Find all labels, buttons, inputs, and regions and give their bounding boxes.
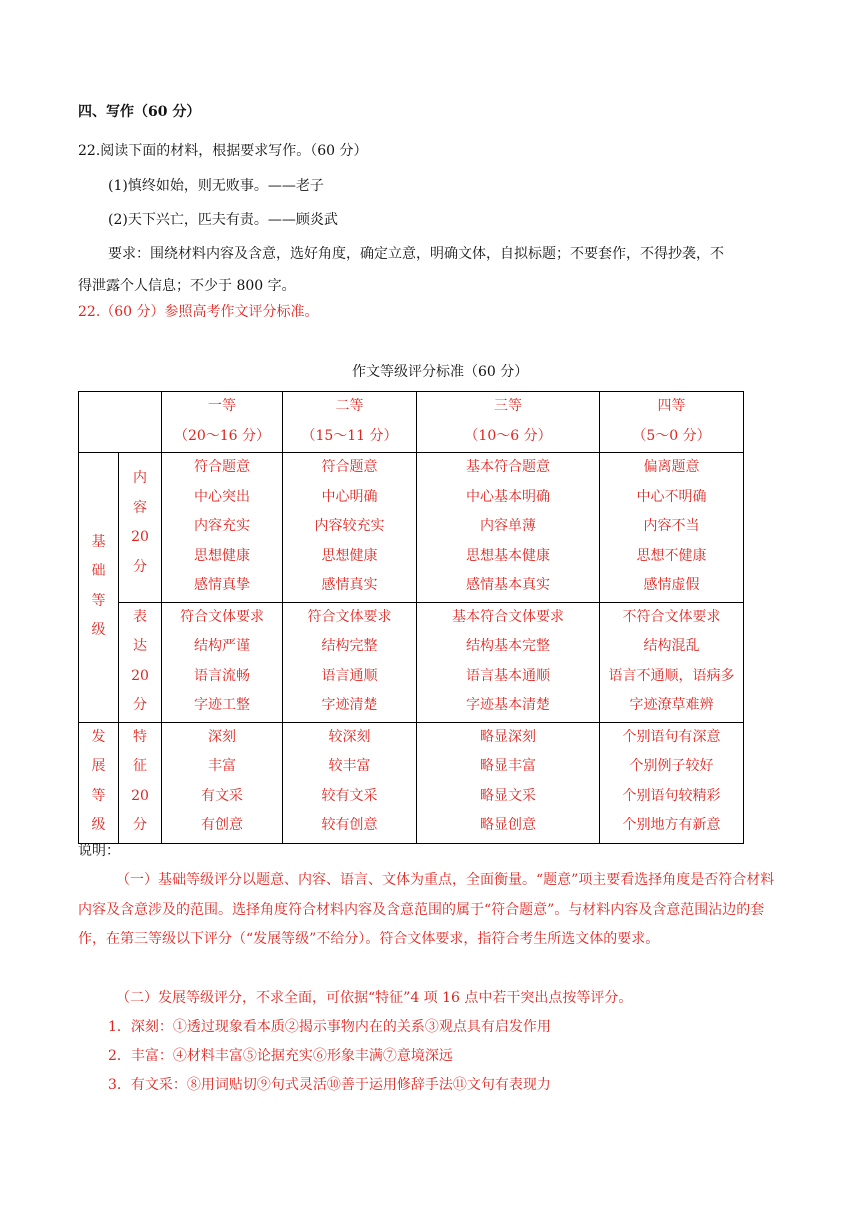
requirement-line-2: 得泄露个人信息；不少于 800 字。 — [78, 278, 296, 294]
expression-grade-4: 不符合文体要求 结构混乱 语言不通顺，语病多 字迹潦草难辨 — [600, 602, 744, 722]
feature-item-3: 3．有文采：⑧用词贴切⑨句式灵活⑩善于运用修辞手法⑪文句有表现力 — [108, 1077, 551, 1093]
explanation-paragraph-2: （二）发展等级评分，不求全面，可依据“特征”4 项 16 点中若干突出点按等评分。 — [116, 990, 633, 1006]
quote-2: (2)天下兴亡，匹夫有责。——顾炎武 — [108, 212, 338, 228]
content-row — [79, 453, 744, 603]
content-grade-1: 符合题意 中心突出 内容充实 思想健康 感情真挚 — [162, 453, 283, 603]
header-grade-4: 四等 （5～0 分） — [600, 392, 744, 453]
feature-grade-3: 略显深刻 略显丰富 略显文采 略显创意 — [417, 722, 600, 843]
feature-row — [79, 722, 744, 843]
expression-grade-3: 基本符合文体要求 结构基本完整 语言基本通顺 字迹基本清楚 — [417, 602, 600, 722]
explanation-paragraph-1: （一）基础等级评分以题意、内容、语言、文体为重点，全面衡量。“题意”项主要看选择角度是否符合材料内容及含意涉及的范围。选择角度符合材料内容及含意范围的属于“符合题意”。与材料内容及含意范围沾边的套作，在第三等级以下评分（“发展等级”不给分）。符合文体要求，指符合考生所选文体的要求。 — [78, 872, 775, 947]
quote-1: (1)慎终如始，则无败事。——老子 — [108, 178, 324, 194]
content-grade-3: 基本符合题意 中心基本明确 内容单薄 思想基本健康 感情基本真实 — [417, 453, 600, 603]
content-label: 内 容 20 分 — [119, 453, 162, 603]
feature-item-1: 1．深刻：①透过现象看本质②揭示事物内在的关系③观点具有启发作用 — [108, 1019, 551, 1035]
feature-grade-2: 较深刻 较丰富 较有文采 较有创意 — [283, 722, 417, 843]
feature-grade-1: 深刻 丰富 有文采 有创意 — [162, 722, 283, 843]
content-grade-2: 符合题意 中心明确 内容较充实 思想健康 感情真实 — [283, 453, 417, 603]
explanation-label: 说明： — [78, 843, 120, 859]
basic-level-label: 基 础 等 级 — [79, 453, 119, 723]
requirement-line-1: 要求：围绕材料内容及含意，选好角度，确定立意，明确文体，自拟标题；不要套作，不得抄袭，不 — [108, 246, 724, 262]
header-grade-1: 一等 （20～16 分） — [162, 392, 283, 453]
develop-level-label: 发 展 等 级 — [79, 722, 119, 843]
header-blank-cell — [79, 392, 162, 453]
content-grade-4: 偏离题意 中心不明确 内容不当 思想不健康 感情虚假 — [600, 453, 744, 603]
table-title: 作文等级评分标准（60 分） — [352, 364, 529, 380]
expression-row — [79, 602, 744, 722]
feature-label: 特 征 20 分 — [119, 722, 162, 843]
expression-grade-2: 符合文体要求 结构完整 语言通顺 字迹清楚 — [283, 602, 417, 722]
question-prompt: 22.阅读下面的材料，根据要求写作。（60 分） — [78, 143, 368, 159]
expression-grade-1: 符合文体要求 结构严谨 语言流畅 字迹工整 — [162, 602, 283, 722]
expression-label: 表 达 20 分 — [119, 602, 162, 722]
feature-item-2: 2．丰富：④材料丰富⑤论据充实⑥形象丰满⑦意境深远 — [108, 1048, 453, 1064]
section-title: 四、写作（60 分） — [78, 104, 201, 120]
header-grade-2: 二等 （15～11 分） — [283, 392, 417, 453]
grading-table — [78, 391, 744, 844]
table-header-row — [79, 392, 744, 453]
header-grade-3: 三等 （10～6 分） — [417, 392, 600, 453]
feature-grade-4: 个别语句有深意 个别例子较好 个别语句较精彩 个别地方有新意 — [600, 722, 744, 843]
answer-line: 22.（60 分）参照高考作文评分标准。 — [78, 304, 319, 320]
